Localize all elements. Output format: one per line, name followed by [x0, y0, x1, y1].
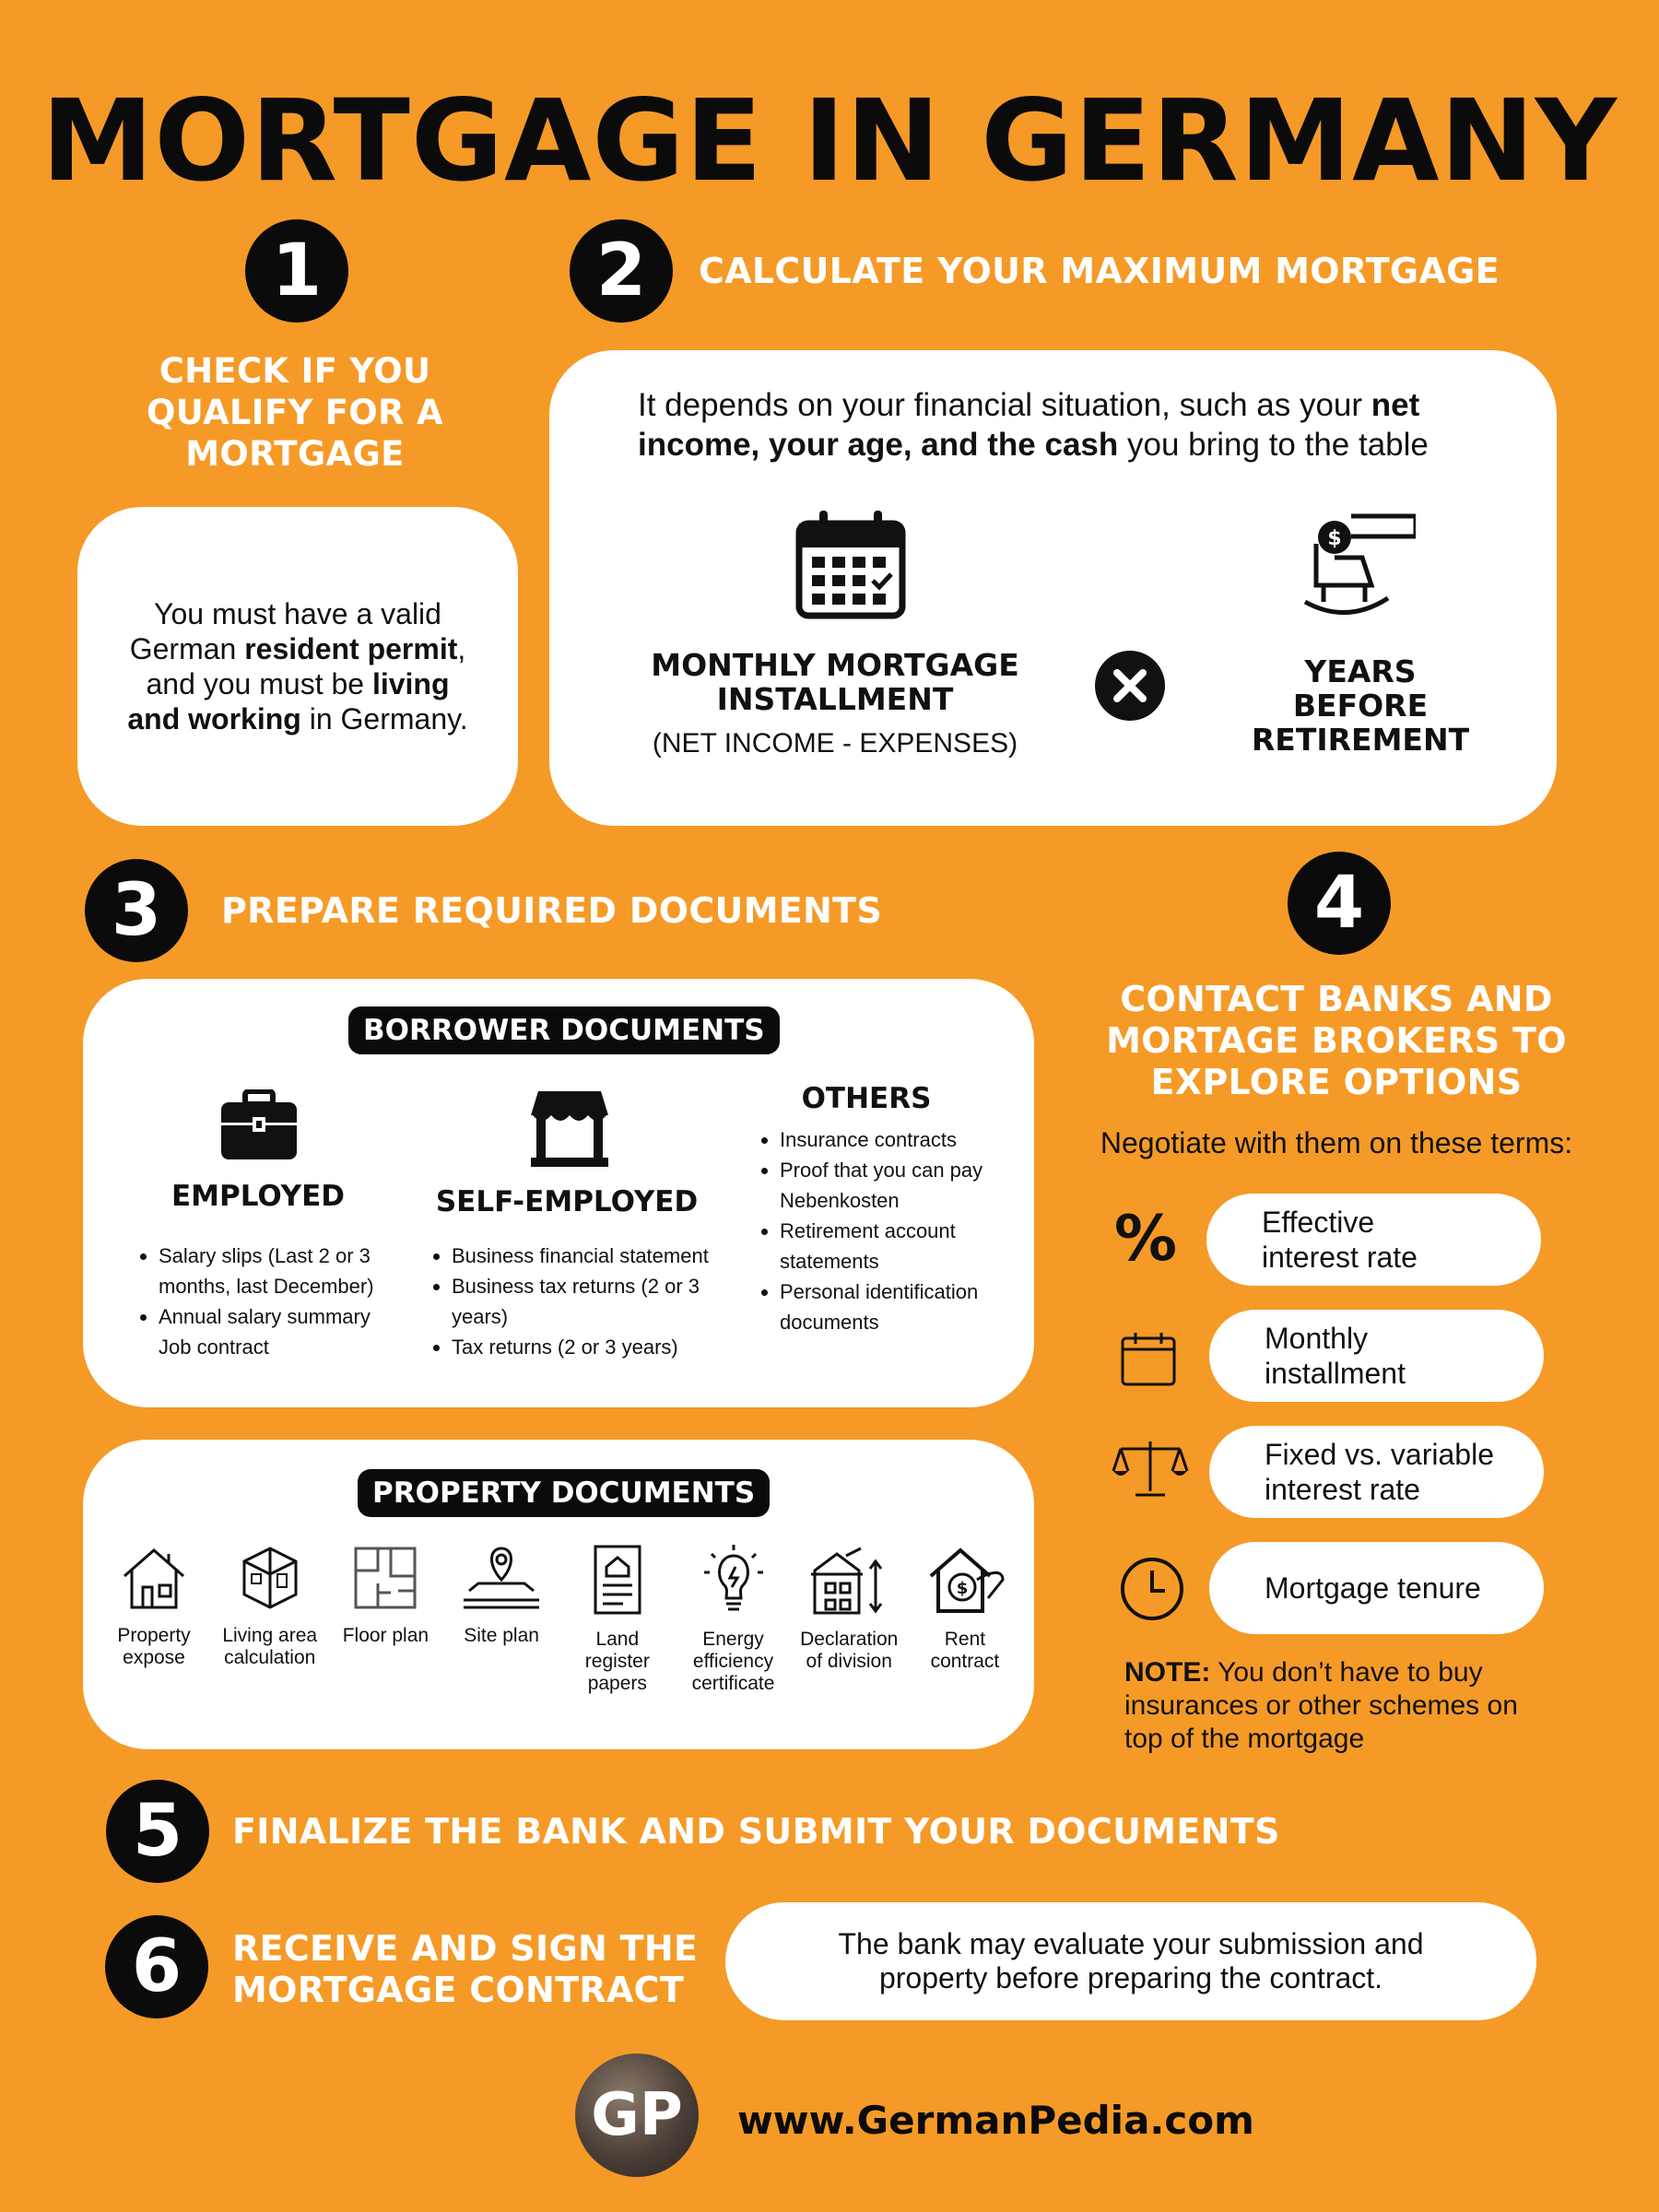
property-documents-title: PROPERTY DOCUMENTS: [358, 1469, 770, 1517]
step-2-number: 2: [570, 219, 673, 323]
property-doc-item: [451, 1543, 552, 1695]
step-4-heading: [1078, 979, 1594, 1103]
footer-url[interactable]: www.GermanPedia.com: [737, 2098, 1254, 2143]
term-pill: Effective interest rate: [1206, 1194, 1541, 1286]
step-4-heading-line: EXPLORE OPTIONS: [1150, 1062, 1523, 1102]
step-3-heading: PREPARE REQUIRED DOCUMENTS: [221, 890, 883, 931]
label-line: BEFORE: [1292, 688, 1429, 724]
label-line: MONTHLY MORTGAGE: [651, 647, 1019, 683]
step-5-heading: FINALIZE THE BANK AND SUBMIT YOUR DOCUMENTS: [232, 1811, 1280, 1852]
list-item: • Insurance contracts: [780, 1124, 1001, 1155]
rent-house-icon: [924, 1543, 1006, 1617]
step-4-note: NOTE: You don’t have to buy insurances or other schemes on top of the mortgage: [1124, 1657, 1518, 1754]
monthly-installment-label: [651, 648, 1019, 716]
years-before-retirement-label: [1204, 654, 1517, 757]
step-1-text: You must have a valid German resident permit, and you must be living and working in Germany.: [127, 597, 468, 735]
step-4-heading-line: MORTAGE BROKERS TO: [1106, 1020, 1567, 1061]
step-1-heading-line: MORTGAGE: [185, 434, 405, 474]
step-5-number: 5: [106, 1780, 209, 1883]
property-doc-item: [798, 1543, 900, 1695]
term-pill: Mortgage tenure: [1209, 1542, 1544, 1634]
step-6-heading: [232, 1928, 698, 2011]
land-register-icon: [582, 1543, 653, 1617]
svg-text:$: $: [1327, 527, 1342, 550]
property-doc-item: [219, 1543, 321, 1695]
property-doc-item: [335, 1543, 436, 1695]
step-6-number: 6: [105, 1915, 208, 2018]
briefcase-icon: [219, 1089, 299, 1161]
scale-icon: [1112, 1438, 1189, 1499]
area-cube-icon: [235, 1543, 305, 1613]
clock-icon: [1119, 1556, 1185, 1622]
borrower-documents-title: BORROWER DOCUMENTS: [348, 1006, 780, 1054]
step-6-text: The bank may evaluate your submission and property before preparing the contract.: [838, 1927, 1424, 1994]
step-4-heading-line: CONTACT BANKS AND: [1120, 979, 1553, 1019]
label-line: RETIREMENT: [1251, 722, 1470, 758]
list-item: • Business financial statement: [452, 1241, 737, 1271]
retirement-rocking-chair-icon: [1296, 502, 1416, 622]
others-list: [752, 1124, 1001, 1337]
list-item: • Salary slips (Last 2 or 3 months, last December): [159, 1241, 398, 1301]
self-employed-list: [424, 1241, 737, 1362]
property-doc-label: Declaration of division: [800, 1629, 899, 1672]
step-6-heading-line: RECEIVE AND SIGN THE: [232, 1928, 699, 1969]
property-doc-label: Rent contract: [930, 1629, 1000, 1672]
employed-label: EMPLOYED: [171, 1180, 345, 1213]
monthly-installment-sub: (NET INCOME - EXPENSES): [652, 728, 1018, 759]
calendar-check-icon: [794, 507, 908, 621]
property-doc-label: Energy efficiency certificate: [691, 1629, 775, 1694]
step-6-heading-line: MORTGAGE CONTRACT: [232, 1970, 685, 2010]
borrower-documents-card: [83, 979, 1034, 1407]
others-label: OTHERS: [801, 1082, 932, 1115]
step-2-card: [549, 350, 1557, 826]
calendar-icon: [1119, 1331, 1178, 1388]
step-2-heading: CALCULATE YOUR MAXIMUM MORTGAGE: [699, 251, 1500, 291]
percent-icon: %: [1113, 1203, 1178, 1276]
building-division-icon: [809, 1543, 888, 1617]
property-docs-row: [103, 1543, 1016, 1695]
property-doc-label: Living area calculation: [222, 1625, 318, 1668]
property-doc-label: Land register papers: [584, 1629, 650, 1694]
list-item: • Retirement account statements: [780, 1216, 1001, 1277]
step-1-heading-line: QUALIFY FOR A: [147, 393, 443, 432]
label-line: YEARS: [1304, 653, 1417, 689]
step-1-heading-line: CHECK IF YOU: [159, 351, 431, 391]
list-item: • Proof that you can pay Nebenkosten: [780, 1155, 1001, 1216]
step-1-heading: [83, 350, 507, 475]
list-item: • Personal identification documents: [780, 1277, 1001, 1337]
lightbulb-icon: [699, 1543, 769, 1617]
floor-plan-icon: [350, 1543, 420, 1613]
step-4-number: 4: [1288, 852, 1391, 955]
step-2-intro: It depends on your financial situation, such as your net income, your age, and the cash you bring to the table: [638, 387, 1429, 463]
multiply-icon: [1095, 651, 1165, 721]
property-documents-card: [83, 1440, 1034, 1749]
step-4-subheading: Negotiate with them on these terms:: [1100, 1126, 1573, 1159]
list-item: • Tax returns (2 or 3 years): [452, 1332, 737, 1362]
term-pill: Fixed vs. variable interest rate: [1209, 1426, 1544, 1518]
step-1-card: [77, 507, 518, 826]
list-item: • Business tax returns (2 or 3 years): [452, 1271, 737, 1332]
property-doc-item: [567, 1543, 668, 1695]
map-pin-icon: [460, 1543, 543, 1613]
employed-list: [131, 1241, 398, 1362]
self-employed-label: SELF-EMPLOYED: [435, 1185, 699, 1218]
property-doc-item: [914, 1543, 1016, 1695]
svg-text:$: $: [956, 1579, 969, 1598]
storefront-icon: [529, 1089, 610, 1167]
house-icon: [119, 1543, 189, 1613]
property-doc-label: Site plan: [464, 1625, 539, 1646]
page-title: MORTGAGE IN GERMANY: [41, 76, 1618, 206]
property-doc-label: Property expose: [117, 1625, 191, 1668]
germanpedia-logo: GP: [575, 2053, 699, 2177]
step-1-number: 1: [245, 219, 348, 323]
property-doc-item: [683, 1543, 784, 1695]
property-doc-label: Floor plan: [342, 1625, 429, 1646]
list-item: • Annual salary summary Job contract: [159, 1301, 398, 1362]
step-3-number: 3: [85, 859, 188, 962]
term-pill: Monthly installment: [1209, 1310, 1544, 1402]
property-doc-item: [103, 1543, 205, 1695]
label-line: INSTALLMENT: [716, 681, 954, 717]
step-6-card: [725, 1902, 1536, 2020]
